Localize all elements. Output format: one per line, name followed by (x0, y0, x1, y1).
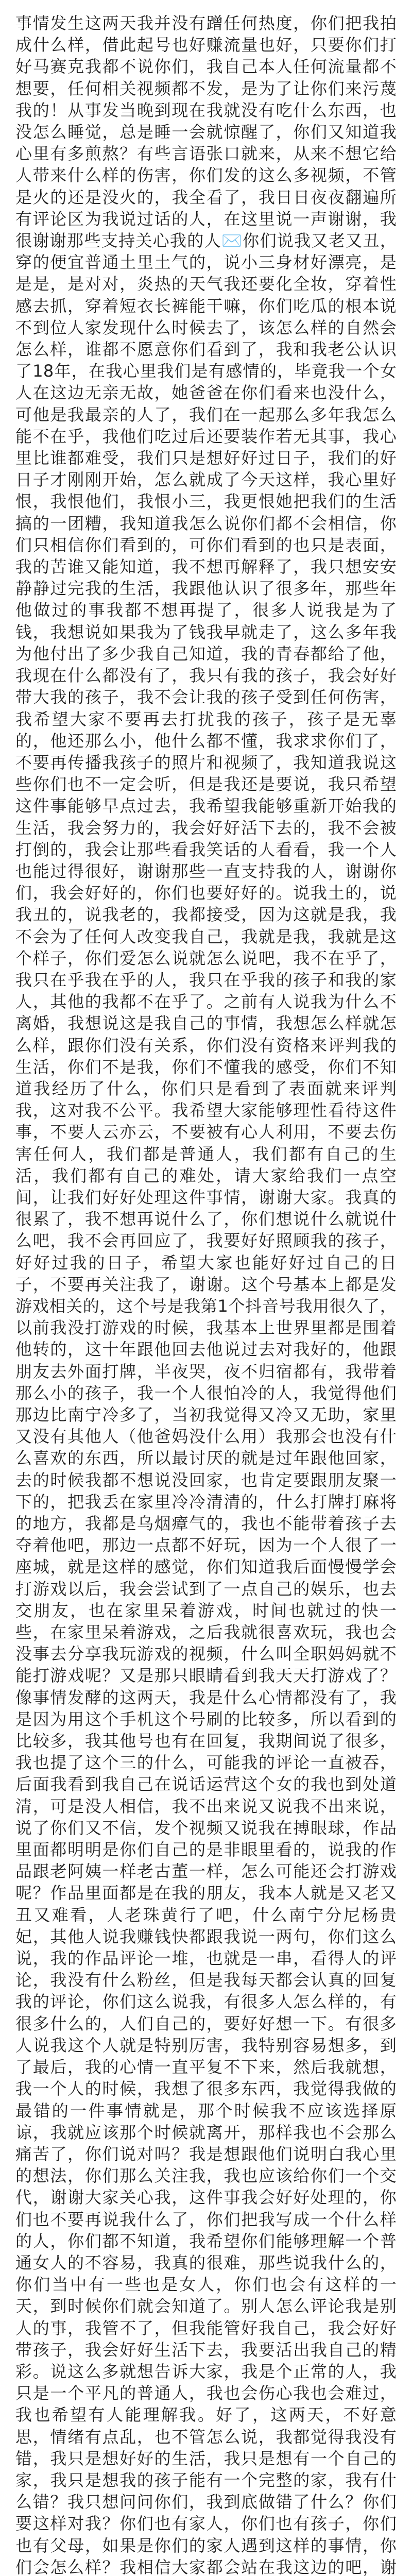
post-text: 事情发生这两天我并没有蹭任何热度，你们把我拍成什么样，借此起号也好赚流量也好，只要你们打好马赛克我都不说你们，我自己本人任何流量都不想要，任何相关视频都不发，是为了让你们来污蔑我的！从事发当晚到现在我就没有吃什么东西，也没怎么睡觉，总是睡一会就惊醒了，你们又知道我心里有多煎熬？有些言语张口就来，从来不想它给人带来什么样的伤害，你们发的这么多视频，不管是火的还是没火的，我全看了，我日日夜夜翻遍所有评论区为我说过话的人，在这里说一声谢谢，我很谢谢那些支持关心我的人✉️你们说我又老又丑，穿的便宜普通土里土气的，说小三身材好漂亮，是是是，是对对，炎热的天气我还要化全妆，穿着性感去抓，穿着短衣长裤能干嘛，你们吃瓜的根本说不到位人家发现什么时候去了，该怎么样的自然会怎么样，谁都不愿意你们看到了，我和我老公认识了18年，在我心里我们是有感情的，毕竟我一个女人在这边无亲无故，她爸爸在你们看来也没什么，可他是我最亲的人了，我们在一起那么多年我怎么能不在乎，我他们吃过后还要装作若无其事，我心里比谁都难受，我们只是想好好过日子，我们的好日子才刚刚开始，怎么就成了今天这样，我心里好恨，我恨他们，我恨小三，我更恨她把我们的生活搞的一团糟，我知道我怎么说你们都不会相信，你们只相信你们看到的，可你们看到的也只是表面，我的苦谁又能知道，我不想再解释了，我只想安安静静过完我的生活，我跟他认识了很多年，那些年他做过的事我都不想再提了，很多人说我是为了钱，我想说如果我为了钱我早就走了，这么多年我为他付出了多少我自己知道，我的青春都给了他，我现在什么都没有了，我只有我的孩子，我会好好带大我的孩子，我不会让我的孩子受到任何伤害，我希望大家不要再去打扰我的孩子，孩子是无辜的，他还那么小，他什么都不懂，我求求你们了，不要再传播我孩子的照片和视频了，我知道我说这些你们也不一定会听，但是我还是要说，我只希望这件事能够早点过去，我希望我能够重新开始我的生活，我会努力的，我会好好活下去的，我不会被打倒的，我会让那些看我笑话的人看看，我一个人也能过得很好，谢谢那些一直支持我的人，谢谢你们，我会好好的，你们也要好好的。说我土的，说我丑的，说我老的，我都接受，因为这就是我，我不会为了任何人改变我自己，我就是我，我就是这个样子，你们爱怎么说就怎么说吧，我不在乎了，我只在乎我在乎的人，我只在乎我的孩子和我的家人，其他的我都不在乎了。之前有人说我为什么不离婚，我想说这是我自己的事情，我想怎么样就怎么样，跟你们没有关系，你们没有资格来评判我的生活，你们不是我，你们不懂我的感受，你们不知道我经历了什么，你们只是看到了表面就来评判我，这对我不公平。我希望大家能够理性看待这件事，不要人云亦云，不要被有心人利用，不要去伤害任何人，我们都是普通人，我们都有自己的生活，我们都有自己的难处，请大家给我们一点空间，让我们好好处理这件事情，谢谢大家。我真的很累了，我不想再说什么了，你们想说什么就说什么吧，我不会再回应了，我要好好照顾我的孩子，好好过我的日子，希望大家也能好好过自己的日子，不要再关注我了，谢谢。这个号基本上都是发游戏相关的，这个号是我第1个抖音号我用很久了，以前我没打游戏的时候，我基本上世界里都是围着他转的，这十年跟他回去他说过去对我好的，他跟朋友去外面打牌，半夜哭，夜不归宿都有，我带着那么小的孩子，我一个人很怕冷的人，我觉得他们那边比南宁冷多了，当初我觉得又冷又无助，家里又没有其他人（他爸妈没什么用）我那会也没有什么喜欢的东西，所以最讨厌的就是过年跟他回家，去的时候我都不想说没回家，也肯定要跟朋友聚一下的，把我丢在家里冷冷清清的，什么打牌打麻将的地方，我都是乌烟瘴气的，我也不能带着孩子去夺着他吧，那边一点都不好玩，因为一个人很了一座城，就是这样的感觉，你们知道我后面慢慢学会打游戏以后，我会尝试到了一点自己的娱乐，也去交朋友，也在家里呆着游戏，时间也就过的快一些，在家里呆着游戏，之后我就很喜欢玩，我也会没事去分享我玩游戏的视频，什么叫全职妈妈就不能打游戏呢？又是那只眼睛看到我天天打游戏了？像事情发酵的这两天，我是什么心情都没有了，我是因为用这个手机这个号刷的比较多，所以看到的比较多，我其他号也有在回复，我期间说了很多，我也提了这个三的什么，可能我的评论一直被吞，后面我看到我自己在说话运营这个女的我也到处道清，可是没人相信，我不出来说又说我不出来说，说了你们又不信，发个视频又说我在搏眼球，作品里面都明明是你们自己的是非眼里看的，说我的作品跟老阿姨一样老古董一样，怎么可能还会打游戏呢？作品里面都是在我的朋友，我本人就是又老又丑又难看，人老珠黄行了吧，什么南宁分尼杨贵妃，其他人说我赚钱快都跟我说一两句，你们这么说，我的作品评论一堆，也就是一串，看得人的评论，我没有什么粉丝，但是我每天都会认真的回复我的评论，你们这么说我，有很多人怎么样的，有很多什么的，人们自己的，要好好想一下。有很多人说我这个人就是特别厉害，我特别容易想多，到了最后，我的心情一直平复不下来，然后我就想，我一个人的时候，我想了很多东西，我觉得我做的最错的一件事情就是，那个时候我不应该选择原谅，我就应该那个时候就离开，那样我也不会那么痛苦了，你们说对吗？我是想跟他们说明白我心里的想法，你们那么关注我，我也应该给你们一个交代，谢谢大家关心我，这件事我会好好处理的，你们也不要再说我什么了，你们把我写成一个什么样的人，你们都不知道，我希望你们能够理解一个普通女人的不容易，我真的很难，那些说我什么的，你们当中有一些也是女人，你们也会有这样的一天，到时候你们就会知道了。别人怎么评论我是别人的事，我管不了，但我能管好我自己，我会好好带孩子，我会好好生活下去，我要活出我自己的精彩。说这么多就想告诉大家，我是个正常的人，我只是一个平凡的普通人，我也会伤心我也会难过，我也希望有人能理解我。好了，这两天，不好意思，情绪有点乱，也不管怎么说，我都觉得我没有错，我只是想好好的生活，我只是想有一个自己的家，我只是想我的孩子能有一个完整的家，我有什么错？我只想问问你们，我到底做错了什么？你们要这样对我？你们也有家人，你们也有孩子，你们也有父母，如果是你们的家人遇到这样的事情，你们会怎么样？我相信大家都会站在我这边的吧，谢 (15, 13, 397, 2576)
post-body (15, 12, 397, 2576)
